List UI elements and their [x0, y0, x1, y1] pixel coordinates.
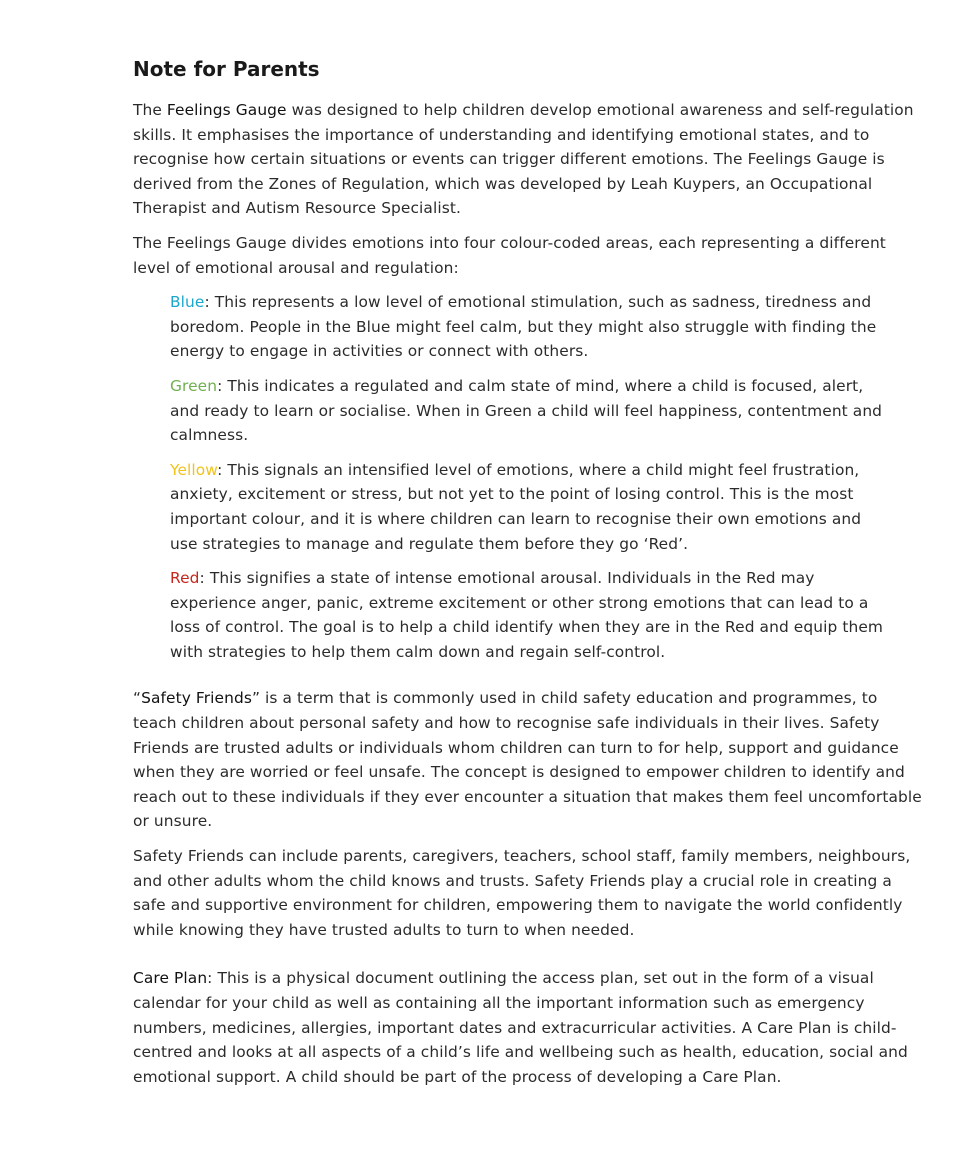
zone-green-item [170, 374, 886, 448]
zone-blue-item [170, 290, 886, 364]
zone-green-label: Green [170, 376, 218, 395]
zone-red-item [170, 566, 886, 664]
colour-areas-intro: The Feelings Gauge divides emotions into four colour-coded areas, each representing a different level of emotional arousal and regulation: [133, 233, 886, 277]
zone-red-label: Red [170, 569, 200, 588]
safety-friends-term: Safety Friends [141, 689, 252, 708]
care-plan-text: : This is a physical document outlining the access plan, set out in the form of a visual calendar for your child as well as containing all the important information such as emergency numbers, medicines, allergies, important dates and extracurricular activities. A Care Plan is child-centred and looks at all aspects of a child’s life and wellbeing such as health, education, social and emotional support. A child should be part of the process of developing a Care Plan. [133, 969, 908, 1086]
care-plan-term: Care Plan [133, 969, 208, 988]
open-quote: “ [133, 689, 142, 708]
care-plan-paragraph [133, 966, 923, 1089]
zone-yellow-label: Yellow [170, 460, 218, 479]
zone-blue-text: : This represents a low level of emotional stimulation, such as sadness, tiredness and boredom. People in the Blue might feel calm, but they might also struggle with finding the energy to engage in activities or connect with others. [170, 293, 877, 361]
zone-yellow-item [170, 458, 886, 556]
feelings-gauge-paragraph [133, 98, 923, 221]
document-page [133, 54, 923, 1099]
paragraph-prefix: The [133, 101, 167, 119]
safety-friends-text: ” is a term that is commonly used in child safety education and programmes, to teach children about personal safety and how to recognise safe individuals in their lives. Safety Friends are trusted adults or individuals whom children can turn to for help, support and guidance when they are worried or feel unsafe. The concept is designed to empower children to identify and reach out to these individuals if they ever encounter a situation that makes them feel uncomfortable or unsure. [133, 689, 922, 831]
zone-red-text: : This signifies a state of intense emotional arousal. Individuals in the Red may experience anger, panic, extreme excitement or other strong emotions that can lead to a loss of control. The goal is to help a child identify when they are in the Red and equip them with strategies to help them calm down and regain self-control. [170, 569, 883, 661]
zone-yellow-text: : This signals an intensified level of emotions, where a child might feel frustration, anxiety, excitement or stress, but not yet to the point of losing control. This is the most important colour, and it is where children can learn to recognise their own emotions and use strategies to manage and regulate them before they go ‘Red’. [170, 460, 862, 553]
zone-blue-label: Blue [170, 293, 205, 312]
page-title: Note for Parents [133, 57, 320, 81]
paragraph-text: was designed to help children develop emotional awareness and self-regulation skills. It emphasises the importance of understanding and identifying emotional states, and to recognise how certain situations or events can trigger different emotions. The Feelings Gauge is derived from the Zones of Regulation, which was developed by Leah Kuypers, an Occupational Therapist and Autism Resource Specialist. [133, 101, 914, 218]
feelings-gauge-term: Feelings Gauge [166, 101, 287, 119]
zone-green-text: : This indicates a regulated and calm state of mind, where a child is focused, alert, and ready to learn or socialise. When in Green a child will feel happiness, contentment and calmness. [170, 376, 883, 445]
safety-friends-paragraph [133, 686, 923, 834]
safety-friends-detail-paragraph: Safety Friends can include parents, caregivers, teachers, school staff, family members, neighbours, and other adults whom the child knows and trusts. Safety Friends play a crucial role in creating a safe and supportive environment for children, empowering them to navigate the world confidently while knowing they have trusted adults to turn to when needed. [133, 847, 911, 939]
